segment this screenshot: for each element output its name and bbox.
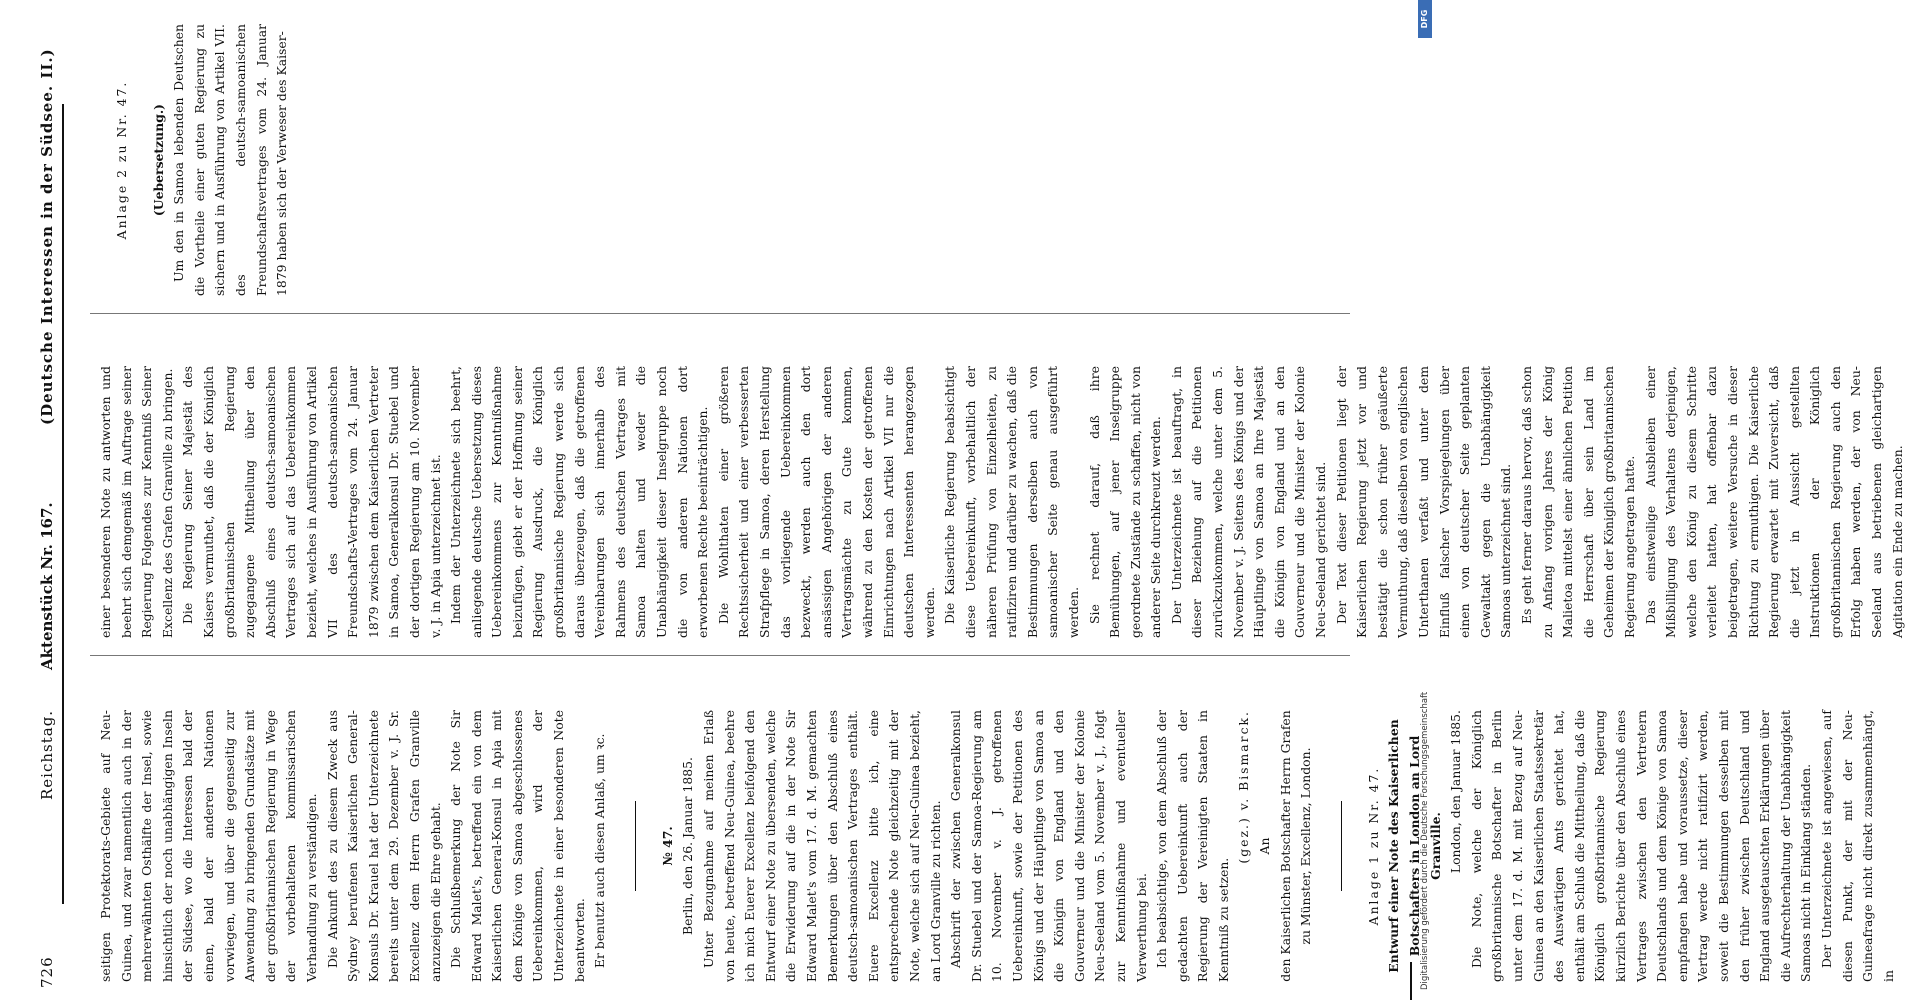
london-dateline: London, den Januar 1885. <box>1448 710 1464 874</box>
header-org: Reichstag. <box>38 709 56 800</box>
section-separator <box>635 801 636 891</box>
column-divider-1 <box>90 655 1350 656</box>
paragraph: Die Wohlthaten einer größeren Rechtssicherheit und einer verbesserten Strafpflege in Samoa, deren Herstellung das vorliegende Uebereinkommen bezweckt, werden auch den dort ansässigen Angehörigen der anderen Vertragsmächte zu Gute kommen, während zu den Kosten der getroffenen Einrichtungen nach Artikel VII nur die deutschen Interessenten herangezogen werden. <box>715 366 937 638</box>
annex-title: Anlage 1 zu Nr. 47. <box>1365 766 1381 926</box>
paragraph: Die Ankunft des zu diesem Zweck aus Sydney berufenen Kaiserlichen General-Konsuls Dr. Krauel hat der Unterzeichnete bereits unter dem 29. Dezember v. J. Sr. Excellenz dem Herrn Grafen Granville anzuzeigen die Ehre gehabt. <box>324 710 443 982</box>
paragraph: Die Schlußbemerkung der Note Sir Edward Malet's, betreffend ein von dem Kaiserlichen General-Konsul in Apia mit dem Könige von Samoa abgeschlossenes Uebereinkommen, wird der Unterzeichnete in einer besonderen Note beantworten. <box>448 710 587 982</box>
scan-edge-mark <box>1410 962 1412 1000</box>
dateline: Berlin, den 26. Januar 1885. <box>680 757 696 936</box>
paragraph: Abschrift der zwischen Generalkonsul Dr. Stuebel und der Samoa-Regierung am 10. November v. J. getroffenen Uebereinkunft, sowie der Petitionen des Königs und der Häuptlinge von Samoa an die Königin von England und den Gouverneur und die Minister der Kolonie Neu-Seeland vom 5. November v. J., folgt zur Kenntnißnahme und eventueller Verwerthung bei. <box>948 710 1149 982</box>
paragraph: Indem der Unterzeichnete sich beehrt, anliegende deutsche Uebersetzung dieses Uebereinkommens zur Kenntnißnahme beizufügen, giebt er der Hoffnung seiner Regierung Ausdruck, die Königlich großbritannische Regierung werde sich daraus überzeugen, daß die getroffenen Vereinbarungen sich innerhalb des Rahmens des deutschen Vertrages mit Samoa halten und weder die Unabhängigkeit dieser Inselgruppe noch die von anderen Nationen dort erworbenen Rechte beeinträchtigen. <box>448 366 711 638</box>
document-number: № 47. <box>659 826 675 866</box>
paragraph: Um den in Samoa lebenden Deutschen die Vortheile einer guten Regierung zu sichern und in Ausführung von Artikel VII. des deutsch-samoanischen Freundschaftsvertrages vom 24. Januar 1879 haben sich der Verweser des Kaiser- <box>171 24 290 296</box>
page-header <box>38 0 62 1000</box>
column-3 <box>96 24 1346 296</box>
paragraph: Er benutzt auch diesen Anlaß, um ꝛc. <box>592 733 608 968</box>
paragraph: Die Kaiserliche Regierung beabsichtigt diese Uebereinkunft, vorbehaltlich der näheren Prüfung von Einzelheiten, zu ratifiziren und darüber zu wachen, daß die Bestimmungen derselben auch von samoanischer Seite genau ausgeführt werden. <box>942 366 1081 638</box>
paragraph: Die Regierung Seiner Majestät des Kaisers vermuthet, daß die der Königlich großbritannischen Regierung zugegangene Mittheilung über den Abschluß eines deutsch-samoanischen Vertrages sich auf das Uebereinkommen bezieht, welches in Ausführung von Artikel VII des deutsch-samoanischen Freundschafts-Vertrages vom 24. Januar 1879 zwischen dem Kaiserlichen Vertreter in Samoa, Generalkonsul Dr. Stuebel und der dortigen Regierung am 10. November v. J. in Apia unterzeichnet ist. <box>180 366 443 638</box>
paragraph: Es geht ferner daraus hervor, daß schon zu Anfang vorigen Jahres der König Malietoa mittelst einer ähnlichen Petition die Herrschaft über sein Land im Geheimen der Königlich großbritannischen Regierung angetragen hatte. <box>1518 366 1637 638</box>
header-rule <box>62 104 64 904</box>
translation-label: (Uebersetzung.) <box>150 103 166 217</box>
header-doc-number: Aktenstück Nr. 167. <box>38 502 56 670</box>
paragraph: Der Unterzeichnete ist angewiesen, auf diesen Punkt, der mit der Neu-Guineafrage nicht direkt zusammenhängt, in <box>1818 710 1896 982</box>
paragraph: einer besonderen Note zu antworten und beehrt sich demgemäß im Auftrage seiner Regierung Folgendes zur Kenntniß Seiner Excellenz des Grafen Granville zu bringen. <box>98 366 175 638</box>
signature: (gez.) v. Bismarck. <box>1236 710 1252 864</box>
header-title: (Deutsche Interessen in der Südsee. II.) <box>38 48 56 425</box>
paragraph: Sie rechnet darauf, daß ihre Bemühungen, auf jener Inselgruppe geordnete Zustände zu schaffen, nicht von anderer Seite durchkreuzt werden. <box>1086 366 1164 638</box>
column-2 <box>96 366 1905 638</box>
page-number: 726 <box>38 956 56 988</box>
funding-note: Digitalisierung gefördert durch die Deutsche Forschungsgemeinschaft <box>1420 691 1430 990</box>
dfg-badge-text: DFG <box>1420 9 1429 29</box>
addressee-label: An <box>1257 837 1273 855</box>
addressee: den Kaiserlichen Botschafter Herrn Grafen zu Münster, Excellenz, London. <box>1277 710 1314 982</box>
paragraph: Der Unterzeichnete ist beauftragt, in dieser Beziehung auf die Petitionen zurückzukommen, welche unter dem 5. November v. J. Seitens des Königs und der Häuptlinge von Samoa an Ihre Majestät die Königin von England und an den Gouverneur und die Minister der Kolonie Neu-Seeland gerichtet sind. <box>1168 366 1329 638</box>
paragraph: Das einstweilige Ausbleiben einer Mißbilligung des Verhaltens derjenigen, welche den König zu diesem Schritte verleitet hatten, hat offenbar dazu beigetragen, weitere Versuche in dieser Richtung zu ermuthigen. Die Kaiserliche Regierung erwartet mit Zuversicht, daß die jetzt in Aussicht gestellten Instruktionen der Königlich großbritannischen Regierung auch den Erfolg haben werden, der von Neu-Seeland aus betriebenen gleichartigen Agitation ein Ende zu machen. <box>1642 366 1905 638</box>
draft-title: Entwurf einer Note des Kaiserlichen Botschafters in London an Lord Granville. <box>1386 719 1443 973</box>
annex-2-title: Anlage 2 zu Nr. 47. <box>114 80 129 240</box>
section-separator <box>1341 801 1342 891</box>
dfg-logo-badge <box>1418 0 1432 38</box>
dfg-sidenote <box>1418 0 1432 1000</box>
paragraph: Unter Bezugnahme auf meinen Erlaß von heute, betreffend Neu-Guinea, beehre ich mich Euerer Excellenz beifolgend den Entwurf einer Note zu übersenden, welche die Erwiderung auf die in der Note Sir Edward Malet's vom 17. d. M. gemachten Bemerkungen über den Abschluß eines deutsch-samoanischen Vertrages enthält. Euere Excellenz bitte ich, eine entsprechende Note gleichzeitig mit der Note, welche sich auf Neu-Guinea bezieht, an Lord Granville zu richten. <box>701 710 943 982</box>
paragraph: Die Note, welche der Königlich großbritannische Botschafter in Berlin unter dem 17. d. M. mit Bezug auf Neu-Guinea an den Kaiserlichen Staatssekretär des Auswärtigen Amts gerichtet hat, enthält am Schluß die Mittheilung, daß die Königlich großbritannische Regierung kürzlich Berichte über den Abschluß eines Vertrages zwischen den Vertretern Deutschlands und dem Könige von Samoa empfangen habe und voraussetze, dieser Vertrag werde nicht ratifizirt werden, soweit die Bestimmungen desselben mit den früher zwischen Deutschland und England ausgetauschten Erklärungen über die Aufrechterhaltung der Unabhängigkeit Samoas nicht in Einklang ständen. <box>1468 710 1814 982</box>
paragraph: seitigen Protektorats-Gebiete auf Neu-Guinea, und zwar namentlich auch in der mehrerwähnten Osthälfte der Insel, sowie hinsichtlich der noch unabhängigen Inseln der Südsee, wo die Interessen bald der einen, bald der anderen Nationen vorwiegen, und über die gegenseitig zur Anwendung zu bringenden Grundsätze mit der großbritannischen Regierung in Wege der vorbehaltenen kommissarischen Verhandlung zu verständigen. <box>98 710 319 982</box>
column-divider-2 <box>90 313 1350 314</box>
paragraph: Ich beabsichtige, von dem Abschluß der gedachten Uebereinkunft auch der Regierung der Vereinigten Staaten in Kenntniß zu setzen. <box>1154 710 1231 982</box>
paragraph: Der Text dieser Petitionen liegt der Kaiserlichen Regierung jetzt vor und bestätigt die schon früher geäußerte Vermuthung, daß dieselben von englischen Unterthanen verfaßt und unter dem Einfluß falscher Vorspiegelungen über einen von deutscher Seite geplanten Gewaltakt gegen die Unabhängigkeit Samoas unterzeichnet sind. <box>1333 366 1514 638</box>
